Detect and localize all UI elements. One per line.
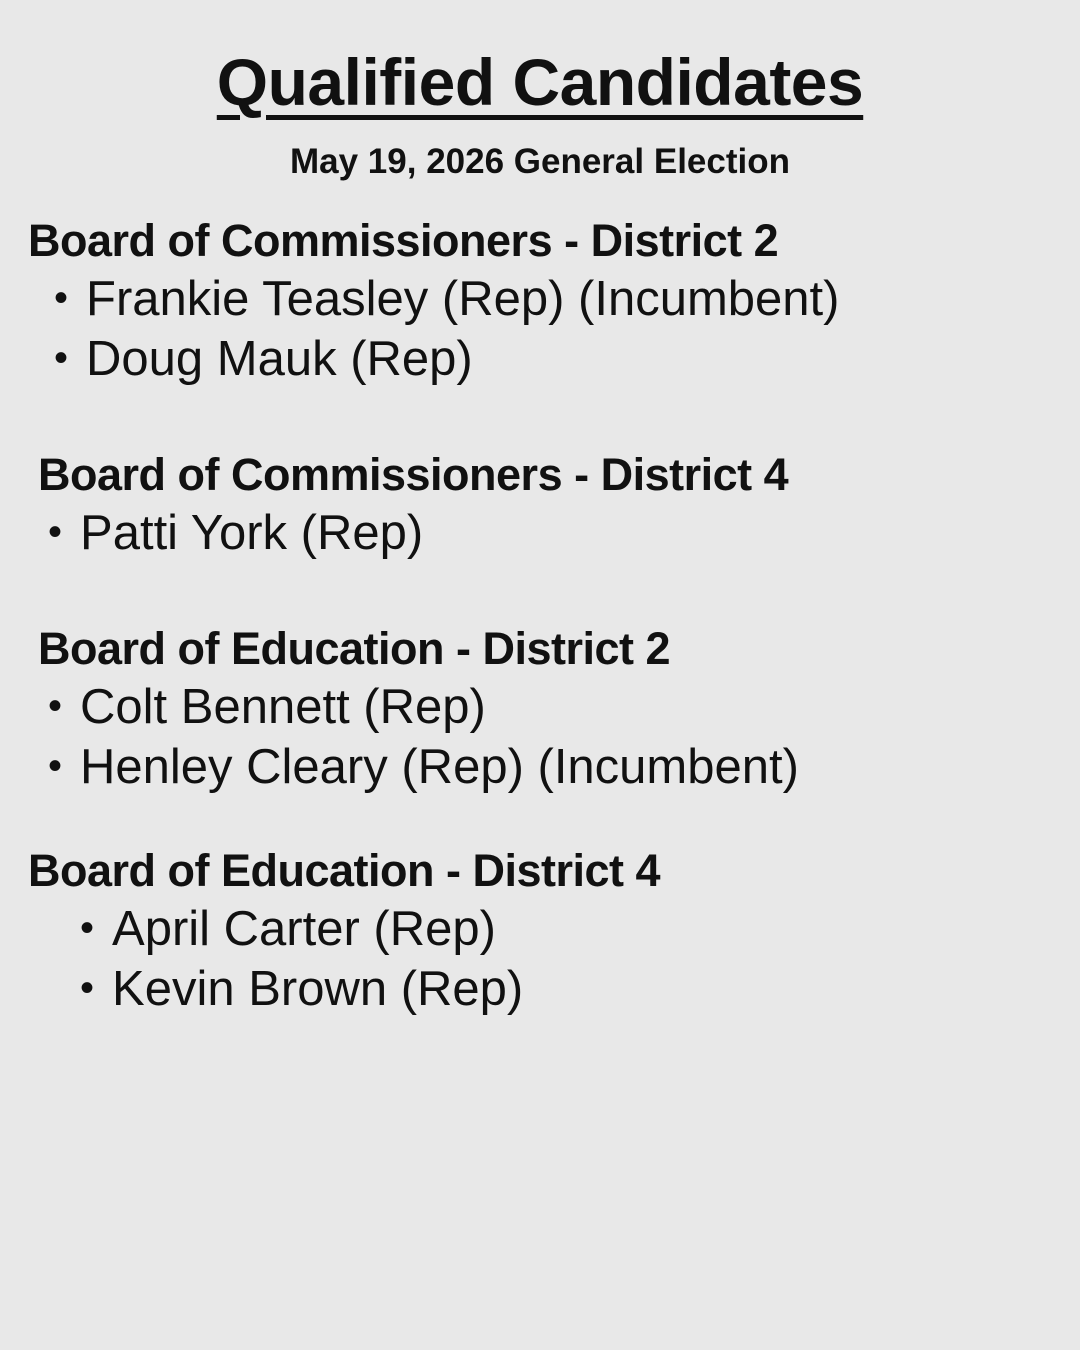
- candidate-list: [18, 504, 1062, 564]
- bullet-icon: •: [48, 744, 63, 789]
- list-item: [18, 738, 1062, 798]
- candidate-name: Henley Cleary (Rep) (Incumbent): [80, 740, 799, 795]
- section-spacer: [18, 798, 1062, 812]
- race-section-commissioners-district-4: [18, 450, 1062, 564]
- section-spacer: [18, 564, 1062, 590]
- list-item: [18, 504, 1062, 564]
- race-heading: Board of Education - District 2: [38, 622, 671, 674]
- bullet-icon: •: [54, 276, 69, 321]
- candidate-list: [18, 900, 1062, 1020]
- list-item: [18, 900, 1062, 960]
- candidate-name: April Carter (Rep): [112, 902, 496, 957]
- race-section-commissioners-district-2: [18, 216, 1062, 390]
- race-section-education-district-4: [18, 846, 1062, 1020]
- candidate-name: Patti York (Rep): [80, 506, 424, 561]
- race-heading: Board of Education - District 4: [28, 844, 661, 896]
- list-item: [18, 330, 1062, 390]
- section-spacer: [18, 390, 1062, 416]
- bullet-icon: •: [48, 510, 63, 555]
- bullet-icon: •: [48, 684, 63, 729]
- race-heading: Board of Commissioners - District 2: [28, 214, 779, 266]
- candidate-name: Frankie Teasley (Rep) (Incumbent): [86, 272, 840, 327]
- election-subtitle: May 19, 2026 General Election: [290, 142, 790, 182]
- list-item: [18, 678, 1062, 738]
- bullet-icon: •: [80, 965, 95, 1010]
- candidate-name: Kevin Brown (Rep): [112, 961, 524, 1016]
- candidate-list: [18, 270, 1062, 390]
- candidate-list: [18, 678, 1062, 798]
- race-section-education-district-2: [18, 624, 1062, 798]
- candidate-name: Colt Bennett (Rep): [80, 680, 486, 735]
- race-heading: Board of Commissioners - District 4: [38, 448, 789, 500]
- page-title: Qualified Candidates: [216, 45, 864, 119]
- list-item: [18, 270, 1062, 330]
- bullet-icon: •: [80, 906, 95, 951]
- candidate-name: Doug Mauk (Rep): [86, 331, 473, 386]
- list-item: [18, 960, 1062, 1020]
- bullet-icon: •: [54, 335, 69, 380]
